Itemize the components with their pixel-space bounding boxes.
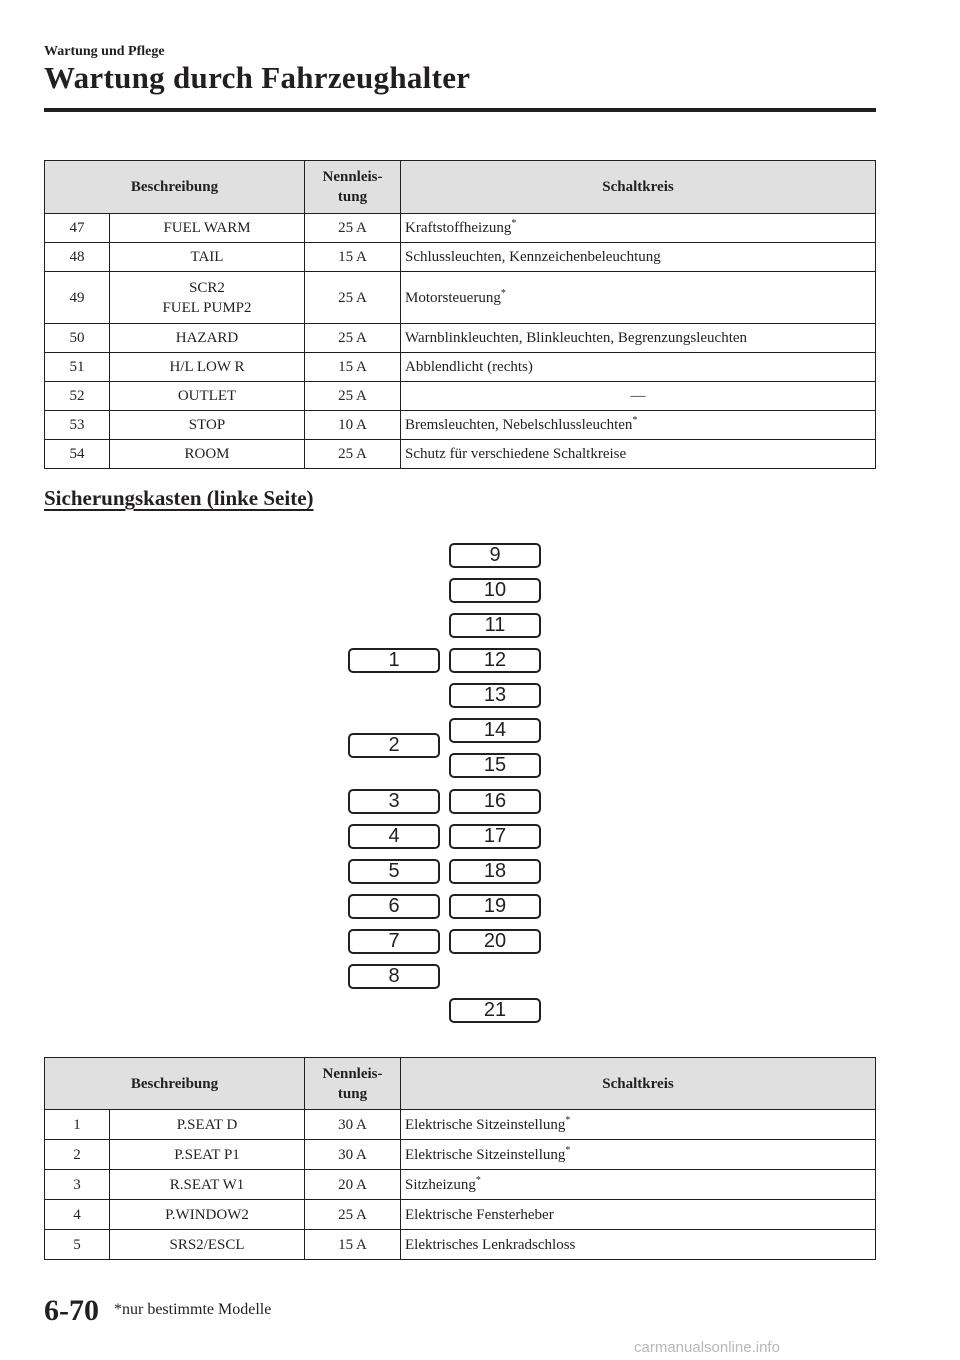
fuse-circuit <box>401 1110 876 1140</box>
footnote-marker: * <box>511 218 517 229</box>
fuse-number: 48 <box>45 243 110 272</box>
fuse-number: 49 <box>45 272 110 324</box>
fuse-slot-18: 18 <box>449 859 541 884</box>
fuse-circuit <box>401 214 876 243</box>
header-description: Beschreibung <box>45 161 305 214</box>
table-row <box>45 1140 876 1170</box>
table-row <box>45 353 876 382</box>
circuit-text: Sitzheizung <box>405 1176 476 1193</box>
footnote-marker: * <box>632 415 638 426</box>
header-circuit: Schaltkreis <box>401 161 876 214</box>
circuit-text: Bremsleuchten, Nebelschlussleuchten <box>405 417 633 433</box>
fuse-slot-13: 13 <box>449 683 541 708</box>
circuit-text: — <box>630 388 646 404</box>
fuse-circuit <box>401 440 876 469</box>
fuse-description: TAIL <box>110 243 305 272</box>
table-row <box>45 243 876 272</box>
fuse-rating: 10 A <box>305 411 401 440</box>
fuse-table-left-box <box>44 1057 876 1260</box>
fuse-description: OUTLET <box>110 382 305 411</box>
fuse-circuit <box>401 353 876 382</box>
table1-body <box>45 214 876 469</box>
table2-body <box>45 1110 876 1260</box>
header-circuit: Schaltkreis <box>401 1058 876 1110</box>
header-description: Beschreibung <box>45 1058 305 1110</box>
fuse-slot-20: 20 <box>449 929 541 954</box>
fuse-rating: 25 A <box>305 324 401 353</box>
circuit-text: Elektrisches Lenkradschloss <box>405 1236 576 1253</box>
table-row <box>45 382 876 411</box>
circuit-text: Kraftstoffheizung <box>405 220 512 236</box>
circuit-text: Elektrische Fensterheber <box>405 1206 554 1223</box>
fuse-number: 51 <box>45 353 110 382</box>
fuse-slot-19: 19 <box>449 894 541 919</box>
fuse-number: 54 <box>45 440 110 469</box>
header-rating: Nennleis- tung <box>305 161 401 214</box>
fuse-number: 3 <box>45 1170 110 1200</box>
fuse-slot-12: 12 <box>449 648 541 673</box>
fuse-slot-15: 15 <box>449 753 541 778</box>
fuse-slot-11: 11 <box>449 613 541 638</box>
fuse-description: P.SEAT P1 <box>110 1140 305 1170</box>
table-row <box>45 411 876 440</box>
fuse-description: P.WINDOW2 <box>110 1200 305 1230</box>
fuse-circuit <box>401 243 876 272</box>
fuse-number: 1 <box>45 1110 110 1140</box>
circuit-text: Schutz für verschiedene Schaltkreise <box>405 446 627 462</box>
fuse-description: ROOM <box>110 440 305 469</box>
fuse-number: 5 <box>45 1230 110 1260</box>
fuse-slot-16: 16 <box>449 789 541 814</box>
fuse-table-right-box <box>44 160 876 469</box>
fuse-circuit <box>401 1140 876 1170</box>
fuse-slot-3: 3 <box>348 789 440 814</box>
table-header-row <box>45 161 876 214</box>
circuit-text: Abblendlicht (rechts) <box>405 359 533 375</box>
table-row <box>45 324 876 353</box>
footnote-marker: * <box>500 287 506 299</box>
fuse-description: HAZARD <box>110 324 305 353</box>
fuse-description: R.SEAT W1 <box>110 1170 305 1200</box>
fuse-slot-17: 17 <box>449 824 541 849</box>
section-label: Wartung und Pflege <box>44 44 165 59</box>
fuse-rating: 25 A <box>305 382 401 411</box>
table-header-row <box>45 1058 876 1110</box>
circuit-text: Warnblinkleuchten, Blinkleuchten, Begrenzungsleuchten <box>405 330 748 346</box>
fuse-rating: 30 A <box>305 1110 401 1140</box>
footnote-marker: * <box>565 1114 571 1126</box>
watermark: carmanualsonline.info <box>634 1339 780 1356</box>
circuit-text: Motorsteuerung <box>405 289 501 306</box>
fuse-rating: 15 A <box>305 353 401 382</box>
table-row <box>45 1110 876 1140</box>
fuse-circuit <box>401 1200 876 1230</box>
fuse-circuit <box>401 1170 876 1200</box>
fuse-circuit <box>401 1230 876 1260</box>
circuit-text: Elektrische Sitzeinstellung <box>405 1116 566 1133</box>
fuse-description: STOP <box>110 411 305 440</box>
fuse-circuit <box>401 382 876 411</box>
fuse-rating: 25 A <box>305 440 401 469</box>
fuse-number: 4 <box>45 1200 110 1230</box>
fuse-description: SRS2/ESCL <box>110 1230 305 1260</box>
fuse-description: FUEL WARM <box>110 214 305 243</box>
footnote: *nur bestimmte Modelle <box>114 1301 272 1318</box>
page-title: Wartung durch Fahrzeughalter <box>44 60 471 95</box>
fuse-circuit <box>401 411 876 440</box>
fuse-slot-9: 9 <box>449 543 541 568</box>
fuse-description: H/L LOW R <box>110 353 305 382</box>
title-rule <box>44 108 876 112</box>
fuse-circuit <box>401 324 876 353</box>
fuse-slot-10: 10 <box>449 578 541 603</box>
fuse-slot-2: 2 <box>348 733 440 758</box>
table-row <box>45 1200 876 1230</box>
circuit-text: Elektrische Sitzeinstellung <box>405 1146 566 1163</box>
fuse-description: SCR2 FUEL PUMP2 <box>110 272 305 324</box>
table-row <box>45 1230 876 1260</box>
fuse-slot-7: 7 <box>348 929 440 954</box>
fuse-slot-1: 1 <box>348 648 440 673</box>
fuse-rating: 25 A <box>305 214 401 243</box>
page-number: 6-70 <box>44 1294 99 1327</box>
fuse-slot-14: 14 <box>449 718 541 743</box>
fuse-rating: 25 A <box>305 1200 401 1230</box>
fuse-rating: 30 A <box>305 1140 401 1170</box>
fuse-number: 2 <box>45 1140 110 1170</box>
fuse-slot-8: 8 <box>348 964 440 989</box>
fuse-rating: 15 A <box>305 243 401 272</box>
fuse-slot-5: 5 <box>348 859 440 884</box>
table-row <box>45 272 876 324</box>
fuse-number: 53 <box>45 411 110 440</box>
footnote-marker: * <box>565 1144 571 1156</box>
fuse-description: P.SEAT D <box>110 1110 305 1140</box>
fuse-number: 47 <box>45 214 110 243</box>
table-row <box>45 214 876 243</box>
fuse-number: 52 <box>45 382 110 411</box>
fuse-circuit <box>401 272 876 324</box>
fuse-slot-6: 6 <box>348 894 440 919</box>
fuse-slot-21: 21 <box>449 998 541 1023</box>
fuse-slot-4: 4 <box>348 824 440 849</box>
fuse-rating: 20 A <box>305 1170 401 1200</box>
fuse-rating: 15 A <box>305 1230 401 1260</box>
table-row <box>45 1170 876 1200</box>
fuse-rating: 25 A <box>305 272 401 324</box>
table-row <box>45 440 876 469</box>
fusebox-heading: Sicherungskasten (linke Seite) <box>44 486 314 510</box>
circuit-text: Schlussleuchten, Kennzeichenbeleuchtung <box>405 249 661 265</box>
footnote-marker: * <box>475 1174 481 1186</box>
header-rating: Nennleis- tung <box>305 1058 401 1110</box>
fuse-number: 50 <box>45 324 110 353</box>
